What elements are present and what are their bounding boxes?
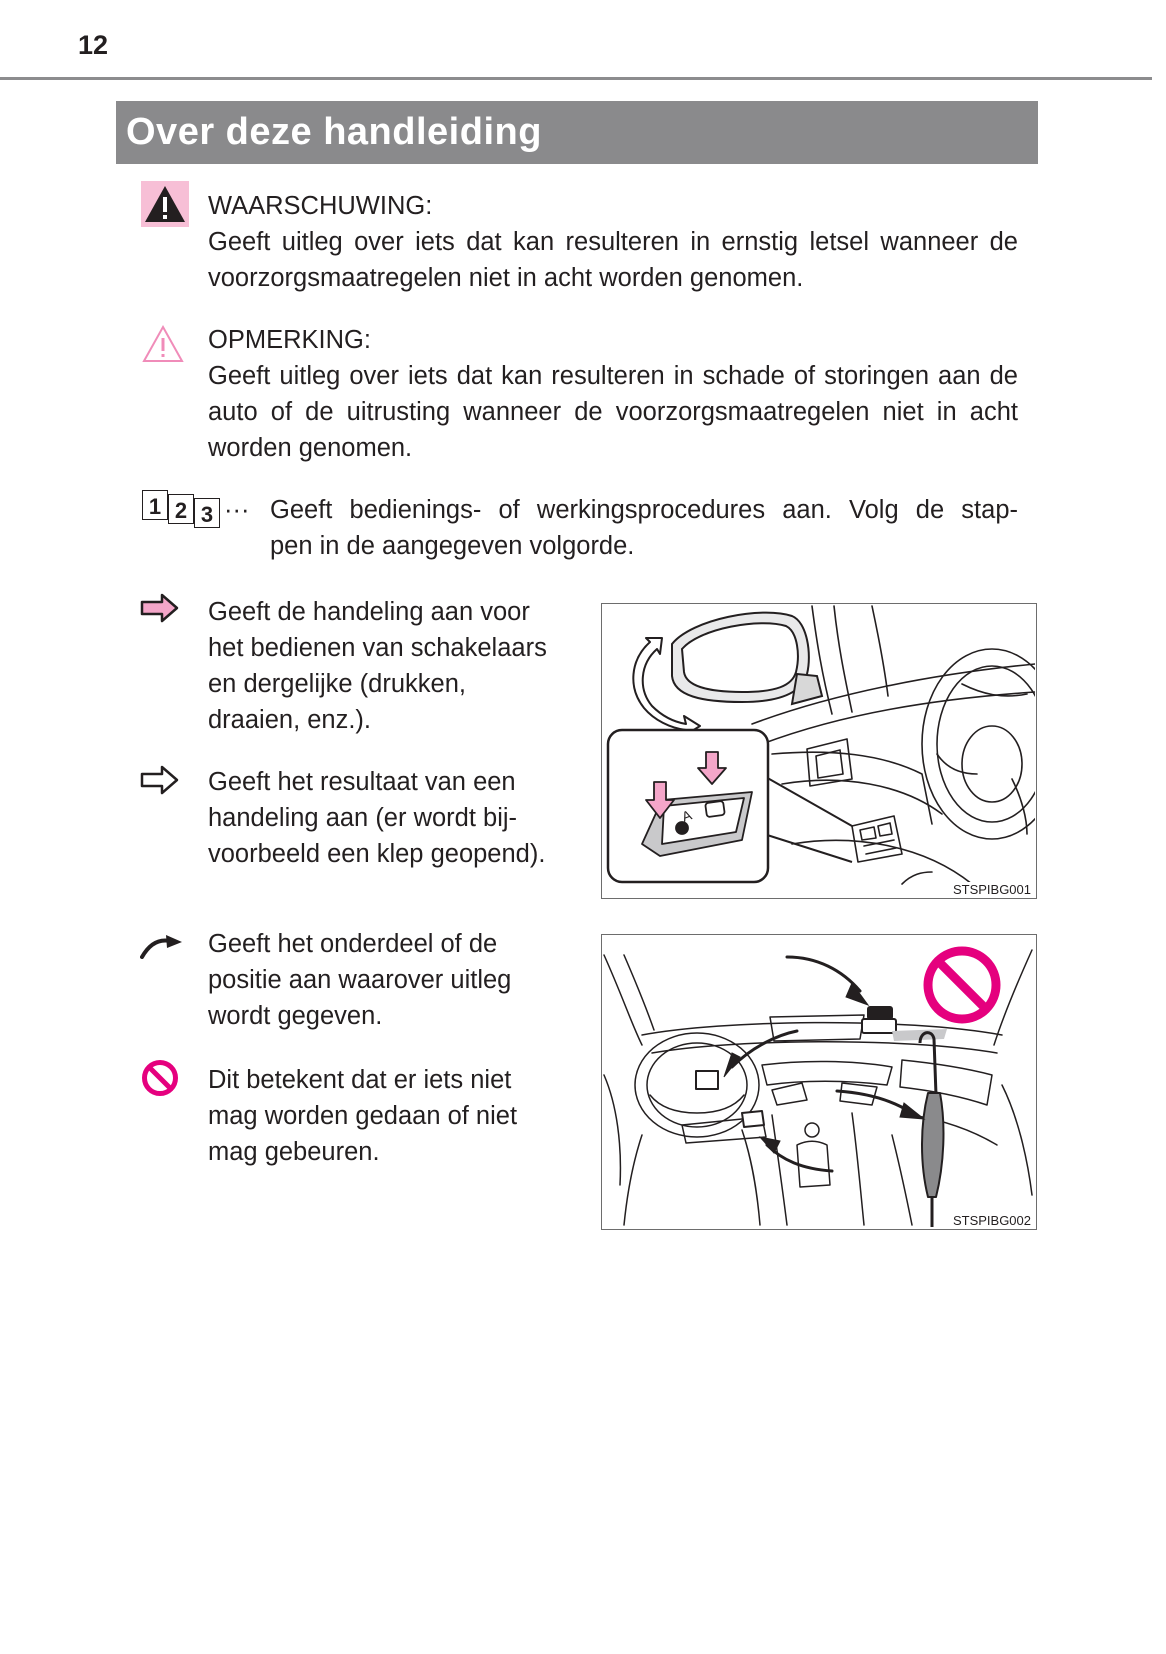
prohibited-icon [141,1059,179,1097]
warning-heading: WAARSCHUWING: [208,192,433,220]
figure-mirror-switch-drawing [602,604,1035,897]
notice-heading: OPMERKING: [208,326,371,354]
top-rule [0,77,1152,80]
action-arrow-line-3: en dergelijke (drukken, [208,670,466,698]
pointer-arrow-line-3: wordt gegeven. [208,1002,383,1030]
pointer-arrow-line-1: Geeft het onderdeel of de [208,930,498,958]
section-title: Over deze handleiding [116,101,1038,164]
figure-code: STSPIBG002 [952,1213,1031,1228]
prohibited-line-2: mag worden gedaan of niet [208,1102,518,1130]
warning-text: Geeft uitleg over iets dat kan resulteren in ernstig letsel wanneer de voorzorgsmaatregelen niet in acht worden genomen. [208,228,1018,292]
warning-triangle-icon [141,181,189,227]
action-arrow-line-2: het bedienen van schakelaars [208,634,547,662]
figure-interior-drawing [602,935,1035,1228]
result-arrow-line-1: Geeft het resultaat van een [208,768,516,796]
result-arrow-line-3: voorbeeld een klep geopend). [208,840,546,868]
page-number: 12 [78,30,109,60]
prohibited-line-1: Dit betekent dat er iets niet [208,1066,512,1094]
figure-mirror-switch [601,603,1037,899]
action-arrow-line-1: Geeft de handeling aan voor [208,598,530,626]
mirror-switch-label: A [679,806,694,825]
prohibited-line-3: mag gebeuren. [208,1138,380,1166]
action-arrow-line-4: draaien, enz.). [208,706,372,734]
step-number-3: 3 [194,498,220,528]
steps-dots: ··· [224,496,250,524]
result-arrow-line-2: handeling aan (er wordt bij- [208,804,518,832]
figure-interior-prohibited [601,934,1037,1230]
action-arrow-icon [140,593,180,623]
step-number-2: 2 [168,494,194,524]
figure-code: STSPIBG001 [952,882,1031,897]
steps-line-2: pen in de aangegeven volgorde. [270,532,635,560]
notice-text: Geeft uitleg over iets dat kan resulteren in schade of storingen aan de auto of de uitrusting wanneer de voorzorgsmaatregelen niet in acht worden genomen. [208,362,1018,462]
pointer-arrow-line-2: positie aan waarover uitleg [208,966,512,994]
step-number-1: 1 [142,490,168,520]
steps-line-1: Geeft bedienings- of werkingsprocedures aan. Volg de stap- [270,496,1018,524]
pointer-arrow-icon [140,933,184,959]
notice-triangle-icon [141,324,185,364]
result-arrow-icon [140,765,180,795]
